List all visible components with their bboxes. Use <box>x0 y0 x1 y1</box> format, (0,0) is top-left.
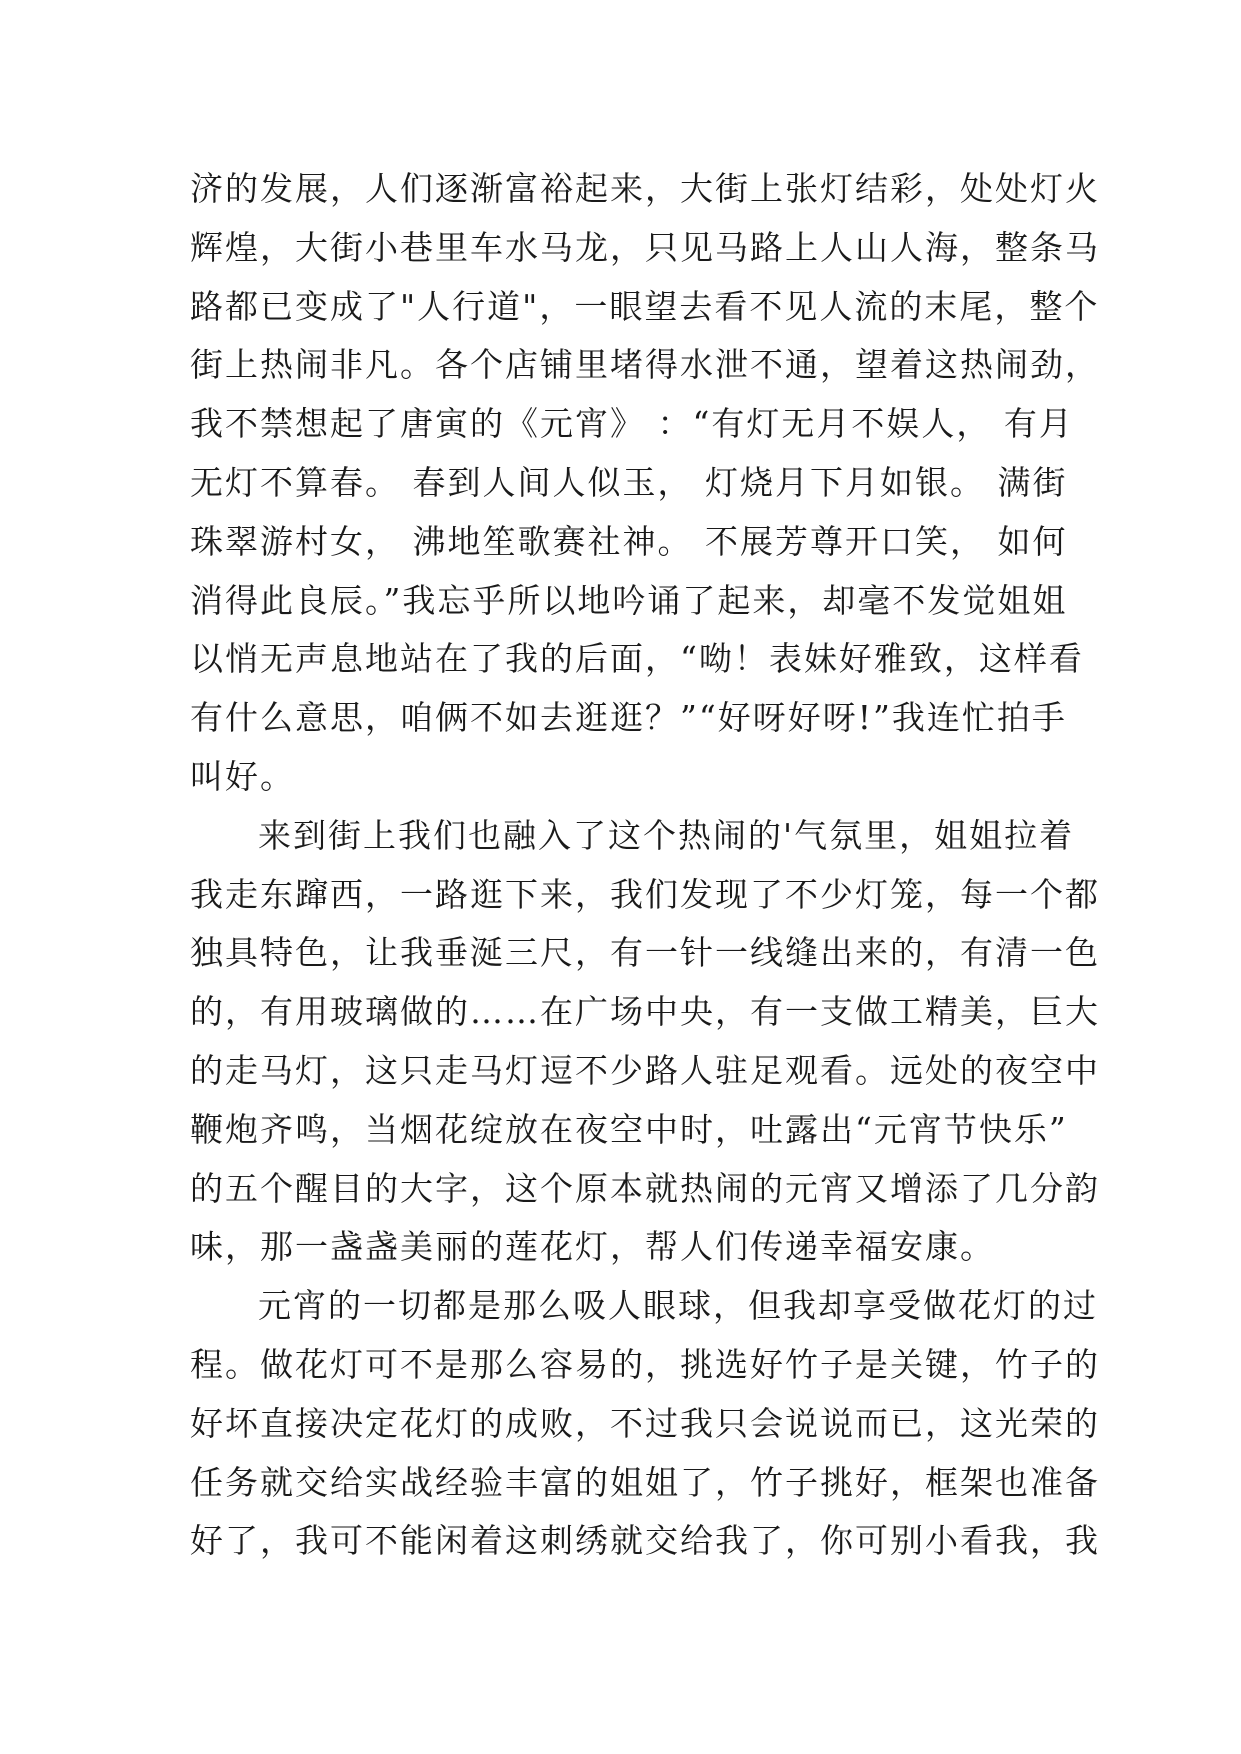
text-line: 街上热闹非凡。各个店铺里堵得水泄不通，望着这热闹劲， <box>190 345 1100 385</box>
text-line: 好坏直接决定花灯的成败，不过我只会说说而已，这光荣的 <box>190 1403 1100 1443</box>
text-line: 鞭炮齐鸣，当烟花绽放在夜空中时，吐露出“元宵节快乐” <box>190 1109 1068 1149</box>
text-line: 济的发展，人们逐渐富裕起来，大街上张灯结彩，处处灯火 <box>190 169 1100 208</box>
text-line: 珠翠游村女， 沸地笙歌赛社神。 不展芳尊开口笑， 如何 <box>190 521 1068 561</box>
text-line: 以悄无声息地站在了我的后面，“呦！表妹好雅致，这样看 <box>190 639 1084 679</box>
text-line: 无灯不算春。 春到人间人似玉， 灯烧月下月如银。 满街 <box>190 462 1068 502</box>
text-line: 我不禁想起了唐寅的《元宵》 ：“有灯无月不娱人， 有月 <box>190 404 1074 444</box>
text-line: 的五个醒目的大字，这个原本就热闹的元宵又增添了几分韵 <box>190 1168 1100 1208</box>
paragraph-end-line: 味，那一盏盏美丽的莲花灯，帮人们传递幸福安康。 <box>190 1227 995 1267</box>
text-line: 消得此良辰。”我忘乎所以地吟诵了起来，却毫不发觉姐姐 <box>190 580 1068 620</box>
paragraph-first-line: 元宵的一切都是那么吸人眼球，但我却享受做花灯的过 <box>258 1286 1098 1326</box>
text-line: 我走东蹿西，一路逛下来，我们发现了不少灯笼，每一个都 <box>190 874 1100 914</box>
text-line: 辉煌，大街小巷里车水马龙，只见马路上人山人海，整条马 <box>190 227 1100 267</box>
text-line: 路都已变成了"人行道"，一眼望去看不见人流的末尾，整个 <box>190 286 1100 326</box>
text-line: 任务就交给实战经验丰富的姐姐了，竹子挑好，框架也准备 <box>190 1462 1100 1502</box>
text-line: 程。做花灯可不是那么容易的，挑选好竹子是关键，竹子的 <box>190 1344 1100 1384</box>
text-line: 的，有用玻璃做的……在广场中央，有一支做工精美，巨大 <box>190 992 1100 1032</box>
paragraph-first-line: 来到街上我们也融入了这个热闹的'气氛里，姐姐拉着 <box>258 815 1075 855</box>
text-line: 好了，我可不能闲着这刺绣就交给我了，你可别小看我，我 <box>190 1521 1100 1561</box>
text-line: 有什么意思，咱俩不如去逛逛？”“好呀好呀!”我连忙拍手 <box>190 698 1067 738</box>
text-line: 的走马灯，这只走马灯逗不少路人驻足观看。远处的夜空中 <box>190 1050 1100 1090</box>
text-line: 独具特色，让我垂涎三尺，有一针一线缝出来的，有清一色 <box>190 933 1100 973</box>
body-text <box>190 160 1100 1571</box>
paragraph-end-line: 叫好。 <box>190 756 295 796</box>
